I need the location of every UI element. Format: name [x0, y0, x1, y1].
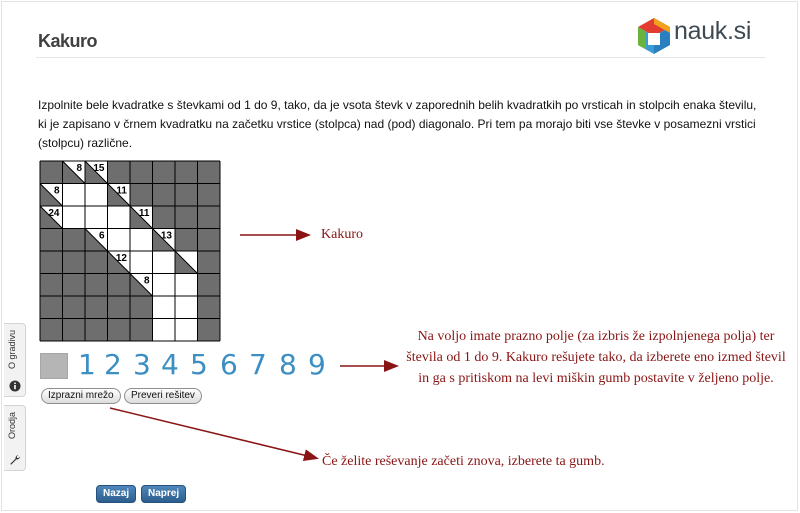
dark-cell	[153, 206, 176, 229]
white-cell[interactable]	[153, 296, 176, 319]
dark-cell	[40, 161, 63, 184]
back-button[interactable]: Nazaj	[96, 485, 136, 503]
digit-1[interactable]: 1	[78, 348, 96, 381]
dark-cell	[40, 274, 63, 297]
digit-3[interactable]: 3	[133, 348, 151, 381]
digit-4[interactable]: 4	[161, 348, 179, 381]
dark-cell	[130, 319, 153, 342]
white-cell[interactable]	[63, 184, 86, 207]
clue-down-number: 15	[93, 163, 105, 174]
clue-across-number: 8	[143, 275, 150, 287]
dark-cell	[40, 251, 63, 274]
dark-cell	[153, 184, 176, 207]
annotation-kakuro: Kakuro	[321, 227, 363, 242]
dark-cell	[198, 206, 221, 229]
dark-cell	[85, 251, 108, 274]
digit-7[interactable]: 7	[249, 348, 267, 381]
white-cell[interactable]	[130, 251, 153, 274]
dark-cell	[198, 296, 221, 319]
clue-down-number: 8	[76, 163, 82, 174]
tab-orodja-label: Orodja	[7, 412, 17, 440]
clue-down-number: 13	[160, 230, 172, 242]
check-solution-button[interactable]: Preveri rešitev	[124, 388, 202, 404]
clue-across-number: 12	[115, 253, 127, 264]
clue-across-number: 8	[53, 185, 60, 197]
kakuro-grid[interactable]	[38, 159, 222, 343]
dark-cell	[198, 319, 221, 342]
dark-cell	[63, 296, 86, 319]
dark-cell	[63, 251, 86, 274]
digit-5[interactable]: 5	[190, 348, 208, 381]
dark-cell	[63, 229, 86, 252]
white-cell[interactable]	[85, 184, 108, 207]
white-cell[interactable]	[85, 206, 108, 229]
dark-cell	[85, 274, 108, 297]
dark-cell	[198, 184, 221, 207]
dark-cell	[108, 296, 131, 319]
digit-6[interactable]: 6	[220, 348, 238, 381]
white-cell[interactable]	[108, 206, 131, 229]
digit-9[interactable]: 9	[308, 348, 326, 381]
dark-cell	[175, 206, 198, 229]
dark-cell	[85, 296, 108, 319]
instructions-text: Izpolnite bele kvadratke s števkami od 1 do 9, tako, da je vsota števk v zaporednih belih kvadratkih po vrsticah in stolpcih enaka številu, ki je zapisano v črnem kvadratku na začetku vrstice (stolpca) nad (pod) diagonalo. Pri tem pa morajo biti vse števke v posamezni vrstici (stolpcu) različne.	[38, 98, 757, 150]
dark-cell	[198, 274, 221, 297]
white-cell[interactable]	[175, 274, 198, 297]
logo-text: nauk.si	[674, 17, 752, 45]
tab-orodja[interactable]	[4, 405, 26, 471]
tab-o-gradivu-label: O gradivu	[7, 330, 17, 370]
white-cell[interactable]	[175, 319, 198, 342]
dark-cell	[63, 319, 86, 342]
white-cell[interactable]	[153, 319, 176, 342]
clue-across-number: 24	[48, 208, 60, 219]
dark-cell	[40, 229, 63, 252]
next-button[interactable]: Naprej	[141, 485, 186, 503]
blank-cell-swatch[interactable]	[40, 353, 68, 379]
digit-2[interactable]: 2	[104, 348, 122, 381]
dark-cell	[175, 161, 198, 184]
dark-cell	[108, 319, 131, 342]
dark-cell	[108, 274, 131, 297]
white-cell[interactable]	[63, 206, 86, 229]
annotation-palette: Na voljo imate prazno polje (za izbris že izpolnjenega polja) ter števila od 1 do 9. Kakuro rešujete tako, da izberete eno izmed števil in ga s pritiskom na levi miškin gumb postavite v željeno polje.	[406, 329, 786, 386]
dark-cell	[85, 319, 108, 342]
dark-cell	[198, 229, 221, 252]
digit-8[interactable]: 8	[279, 348, 297, 381]
annotation-clear: Če želite reševanje začeti znova, izberete ta gumb.	[322, 454, 605, 469]
dark-cell	[175, 229, 198, 252]
dark-cell	[198, 161, 221, 184]
dark-cell	[108, 161, 131, 184]
white-cell[interactable]	[175, 296, 198, 319]
dark-cell	[175, 184, 198, 207]
clear-grid-button[interactable]: Izprazni mrežo	[41, 388, 121, 404]
clue-down-number: 11	[138, 208, 150, 219]
white-cell[interactable]	[130, 229, 153, 252]
side-tabs	[0, 323, 26, 473]
white-cell[interactable]	[153, 251, 176, 274]
clue-down-number: 11	[116, 185, 127, 197]
dark-cell	[63, 274, 86, 297]
info-icon	[9, 380, 21, 392]
dark-cell	[130, 184, 153, 207]
white-cell[interactable]	[153, 274, 176, 297]
dark-cell	[153, 161, 176, 184]
page-title: Kakuro	[38, 31, 98, 51]
white-cell[interactable]	[108, 229, 131, 252]
wrench-icon	[9, 454, 21, 466]
dark-cell	[130, 161, 153, 184]
dark-cell	[198, 251, 221, 274]
dark-cell	[40, 319, 63, 342]
clue-across-number: 6	[98, 230, 105, 242]
tab-o-gradivu[interactable]	[4, 323, 26, 397]
dark-cell	[40, 296, 63, 319]
dark-cell	[130, 296, 153, 319]
